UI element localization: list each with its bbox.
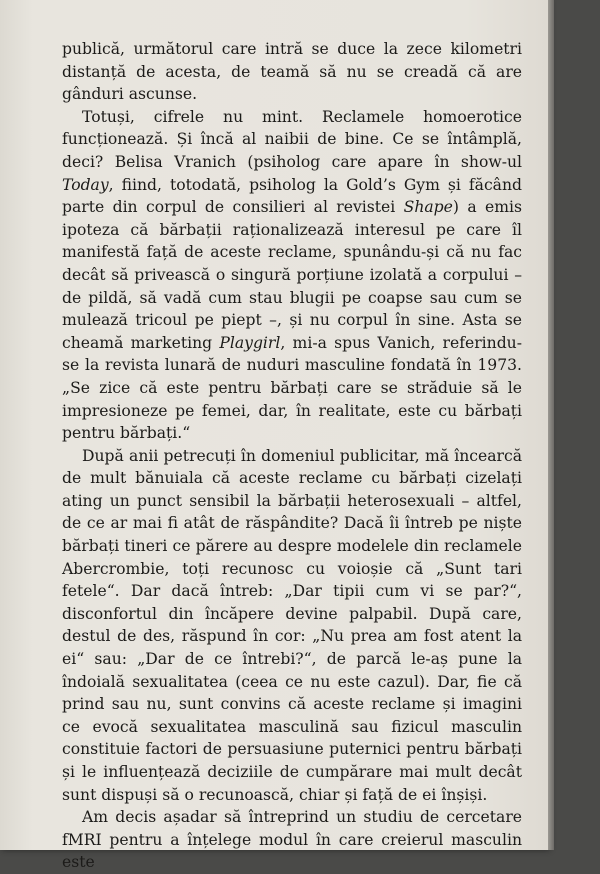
paragraph-1-text: publică, următorul care intră se duce la zece kilometri distanță de acesta, de teamă să nu se creadă că are gânduri ascunse.	[62, 40, 522, 104]
paragraph-4-text: Am decis așadar să întreprind un studiu de cercetare fMRI pentru a înțelege modul în care creierul masculin este	[62, 808, 522, 872]
paragraph-4	[62, 806, 522, 874]
show-title-today: Today	[62, 175, 109, 194]
paragraph-2	[62, 106, 522, 445]
paragraph-2-text-b: , fiind, totodată, psiholog la Gold’s Gym și făcând parte din corpul de consilieri al revistei	[62, 175, 522, 217]
paragraph-3	[62, 445, 522, 807]
paragraph-2-text-a: Totuși, cifrele nu mint. Reclamele homoerotice funcționează. Și încă al naibii de bine. Ce se întâmplă, deci? Belisa Vranich (psiholog care apare în show-ul	[62, 107, 522, 171]
paragraph-2-text-c: ) a emis ipoteza că bărbații raționalizează interesul pe care îl manifestă față de aceste reclame, spunându-și că nu fac decât să privească o singură porțiune izolată a corpului – de pildă, să vadă cum stau blugii pe coapse sau cum se mulează tricoul pe piept –, și nu corpul în sine. Asta se cheamă marketing	[62, 198, 522, 352]
paragraph-2-text-d: , mi-a spus Vanich, referindu-se la revista lunară de nuduri masculine fondată în 1973. „Se zice că este pentru bărbați care se străduie să le impresioneze pe femei, dar, în realitate, este cu bărbați pentru bărbați.“	[62, 333, 522, 443]
page-body-text	[62, 38, 522, 874]
book-spine-edge	[548, 0, 554, 850]
paragraph-1	[62, 38, 522, 106]
magazine-title-shape: Shape	[403, 198, 453, 217]
magazine-title-playgirl: Playgirl	[219, 333, 281, 352]
paragraph-3-text: După anii petrecuți în domeniul publicitar, mă încearcă de mult bănuiala că aceste reclame cu bărbați cizelați ating un punct sensibil la bărbații heterosexuali – altfel, de ce ar mai fi atât de răspândite? Dacă îi întreb pe niște bărbați tineri ce părere au despre modelele din reclamele Abercrombie, toți recunosc cu voioșie că „Sunt tari fetele“. Dar dacă întreb: „Dar tipii cum vi se par?“, disconfortul din încăpere devine palpabil. După care, destul de des, răspund în cor: „Nu prea am fost atent la ei“ sau: „Dar de ce întrebi?“, de parcă le-aș pune la îndoială sexualitatea (ceea ce nu este cazul). Dar, fie că prind sau nu, sunt convins că aceste reclame și imagini ce evocă sexualitatea masculină sau fizicul masculin constituie factori de persuasiune puternici pentru bărbați și le influențează deciziile de cumpărare mai mult decât sunt dispuși să o recunoască, chiar și față de ei înșiși.	[62, 446, 522, 804]
